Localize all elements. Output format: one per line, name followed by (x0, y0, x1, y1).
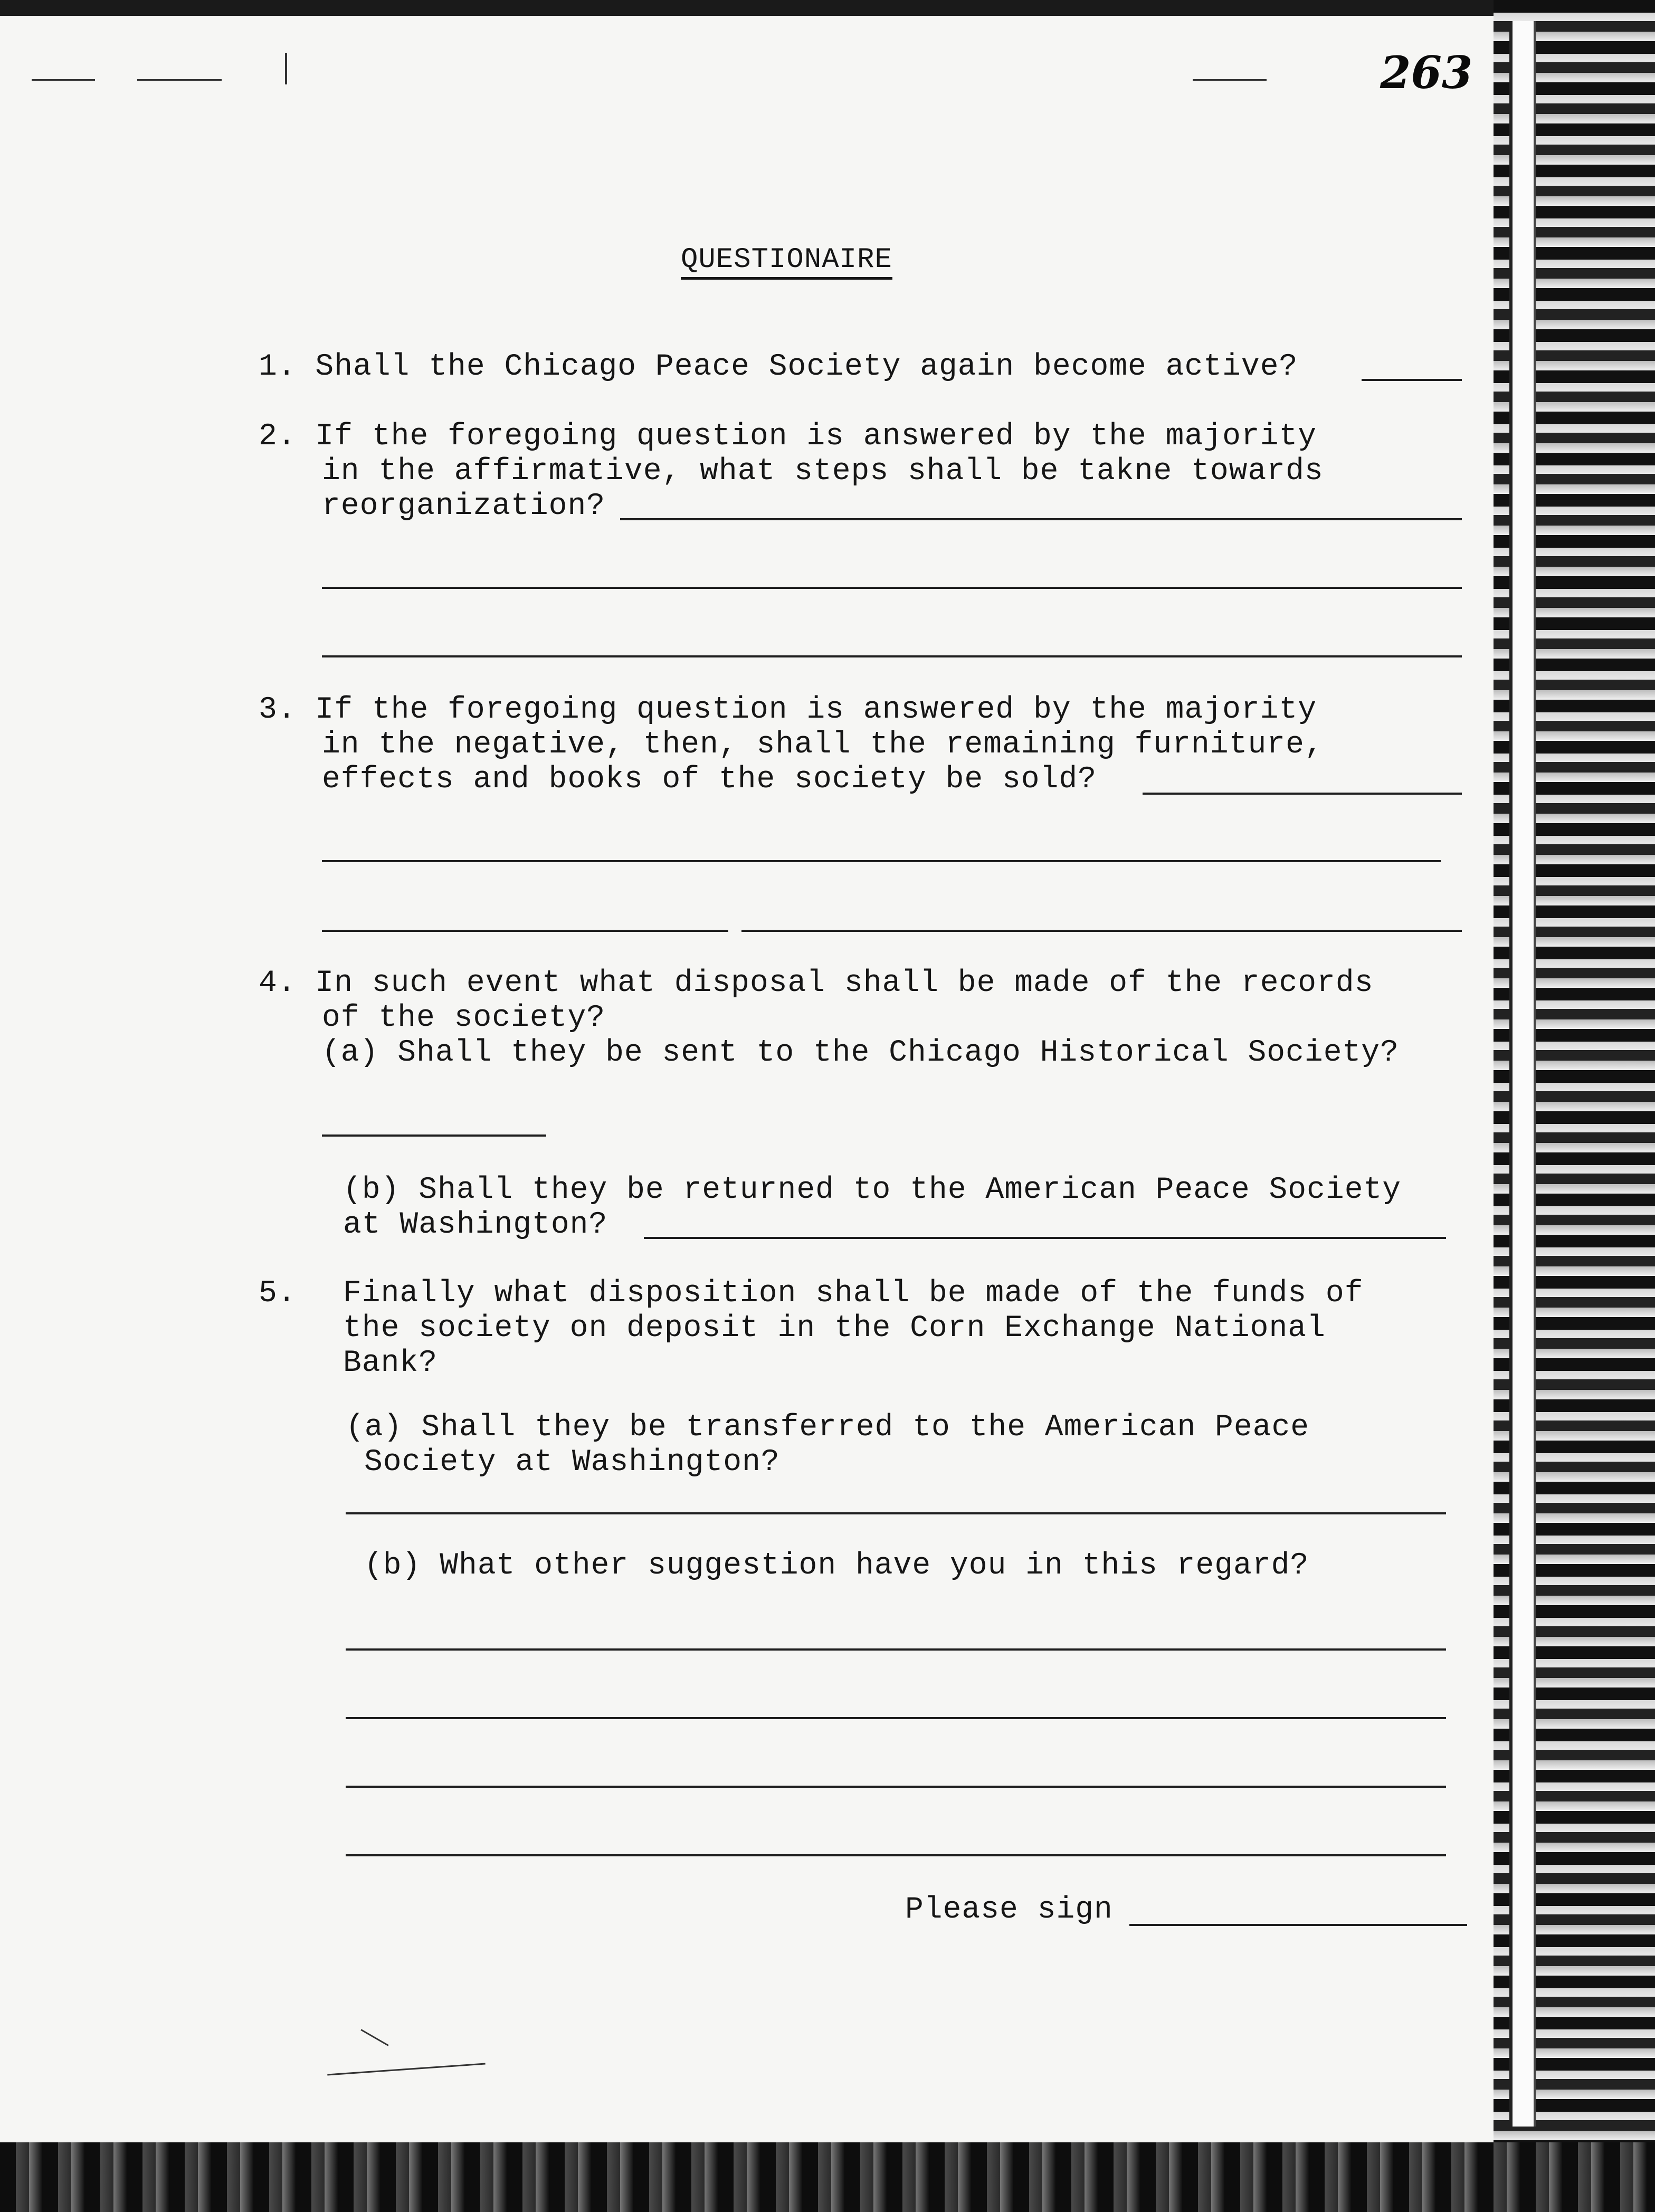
answer-line-q1[interactable] (1362, 379, 1462, 381)
page-number: 263 (1380, 46, 1473, 99)
question-5b: (b) What other suggestion have you in this regard? (364, 1549, 1309, 1583)
answer-line-q2-1[interactable] (620, 518, 1462, 520)
answer-line-q4a[interactable] (322, 1134, 546, 1137)
question-4b-line-1: (b) Shall they be returned to the American Peace Society (343, 1173, 1402, 1207)
margin-mark (360, 2029, 388, 2046)
answer-line-q2-3[interactable] (322, 655, 1462, 657)
scan-border-top (0, 0, 1655, 16)
question-5-line-2: the society on deposit in the Corn Exchange National (343, 1311, 1326, 1346)
question-5-number: 5. (259, 1276, 297, 1311)
margin-mark (32, 79, 95, 81)
answer-line-q5a[interactable] (346, 1512, 1446, 1514)
question-3-line-2: in the negative, then, shall the remaining furniture, (322, 728, 1324, 762)
question-1: 1. Shall the Chicago Peace Society again become active? (259, 350, 1298, 384)
page-title: QUESTIONAIRE (681, 244, 892, 280)
answer-line-q4b[interactable] (644, 1237, 1446, 1239)
signature-line[interactable] (1129, 1924, 1467, 1926)
page-edge-strip (1509, 21, 1536, 2127)
question-5a-line-1: (a) Shall they be transferred to the American Peace (346, 1410, 1310, 1445)
margin-mark (1193, 79, 1267, 81)
answer-line-q5b-2[interactable] (346, 1717, 1446, 1719)
scan-border-bottom (0, 2142, 1655, 2212)
answer-line-q5b-4[interactable] (346, 1854, 1446, 1856)
question-3-line-3: effects and books of the society be sold? (322, 762, 1097, 797)
question-5-line-1: Finally what disposition shall be made of the funds of (343, 1276, 1364, 1311)
sign-label: Please sign (905, 1893, 1113, 1927)
answer-line-q3-3b[interactable] (741, 930, 1462, 932)
answer-line-q3-1[interactable] (1143, 793, 1462, 795)
answer-line-q3-2[interactable] (322, 860, 1441, 862)
question-5a-line-2: Society at Washington? (364, 1445, 780, 1480)
answer-line-q5b-1[interactable] (346, 1648, 1446, 1651)
question-4b-line-2: at Washington? (343, 1208, 608, 1242)
question-2-line-1: 2. If the foregoing question is answered by the majority (259, 419, 1317, 454)
question-4-line-1: 4. In such event what disposal shall be made of the records (259, 966, 1374, 1000)
question-2-line-3: reorganization? (322, 489, 606, 523)
question-4a: (a) Shall they be sent to the Chicago Historical Society? (322, 1036, 1399, 1070)
answer-line-q2-2[interactable] (322, 587, 1462, 589)
margin-mark (327, 2063, 485, 2076)
question-2-line-2: in the affirmative, what steps shall be takne towards (322, 454, 1324, 489)
margin-mark (285, 53, 287, 84)
answer-line-q3-3a[interactable] (322, 930, 728, 932)
question-3-line-1: 3. If the foregoing question is answered by the majority (259, 693, 1317, 727)
question-4-line-2: of the society? (322, 1001, 606, 1035)
question-5-line-3: Bank? (343, 1346, 438, 1380)
answer-line-q5b-3[interactable] (346, 1786, 1446, 1788)
margin-mark (137, 79, 222, 81)
